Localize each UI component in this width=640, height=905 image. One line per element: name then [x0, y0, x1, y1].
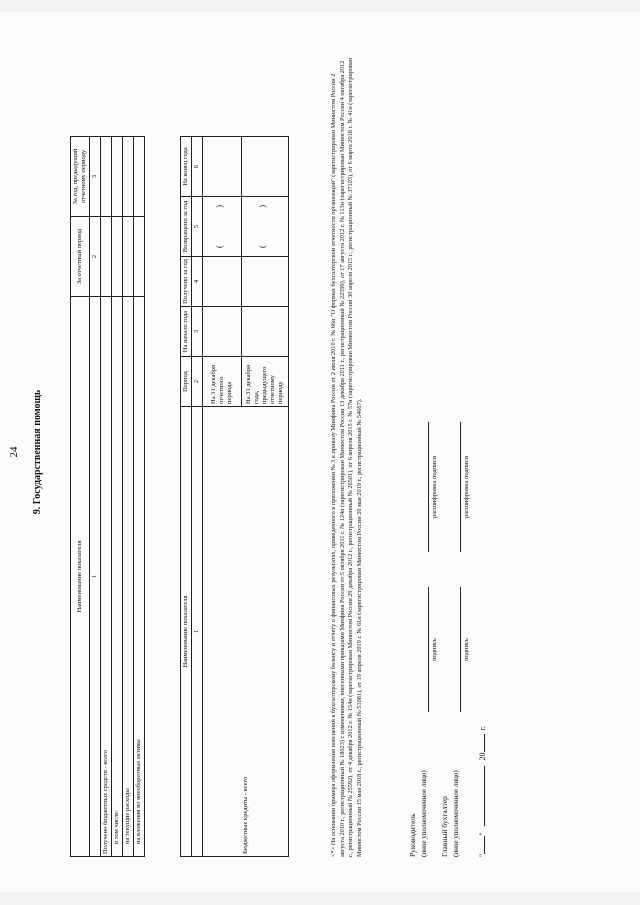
table2-header-row: [181, 137, 192, 857]
budget-funds-table: [70, 136, 145, 857]
accountant-decode-caption: расшифровка подписи: [463, 455, 470, 519]
head-signature-caption: подпись: [431, 638, 438, 661]
table-row: [134, 137, 145, 857]
table1-header-indicator: Наименование показателя: [71, 297, 90, 857]
table2-header-received: Получено за год: [181, 257, 192, 307]
value-cell: [101, 137, 112, 217]
accountant-subtitle: (иное уполномоченное лицо): [452, 770, 460, 857]
table2-colnum: 2: [192, 357, 203, 407]
date-line: [478, 726, 487, 857]
value-cell: [101, 217, 112, 297]
section-title: 9. Государственная помощь: [32, 389, 43, 515]
head-subtitle: (иное уполномоченное лицо): [420, 770, 428, 857]
table1-colnum: 3: [90, 137, 101, 217]
table2-colnum: 1: [192, 407, 203, 857]
value-cell: [123, 217, 134, 297]
table2-header-indicator: Наименование показателя: [181, 407, 192, 857]
value-cell: [203, 257, 242, 307]
row-label: Бюджетные кредиты - всего: [203, 407, 289, 857]
returned-cell: [242, 197, 289, 257]
value-cell: [112, 217, 123, 297]
table2-header-start: На начало года: [181, 307, 192, 357]
table2-header-end: На конец года: [181, 137, 192, 197]
table1-header-row: [71, 137, 90, 857]
table2-colnum: 3: [192, 307, 203, 357]
period-cell: На 31 декабря года, предыдущего отчетному периоду: [242, 357, 289, 407]
row-label: на текущие расходы: [123, 297, 134, 857]
value-cell: [242, 257, 289, 307]
month-blank: [484, 766, 485, 826]
table2-colnum-row: [192, 137, 203, 857]
table1-colnum: 2: [90, 217, 101, 297]
table2-colnum: 6: [192, 137, 203, 197]
value-cell: [242, 137, 289, 197]
year-blank: [484, 734, 485, 752]
open-paren: (: [215, 245, 224, 248]
close-paren: ): [215, 205, 224, 208]
value-cell: [242, 307, 289, 357]
table2-colnum: 4: [192, 257, 203, 307]
date-year-suffix: г.: [478, 726, 487, 731]
row-label: Получено бюджетных средств - всего: [101, 297, 112, 857]
table2-header-period: Период: [181, 357, 192, 407]
accountant-signature-caption: подпись: [463, 638, 470, 661]
head-decode-line: [428, 422, 429, 552]
accountant-decode-line: [460, 422, 461, 552]
table-row: [112, 137, 123, 857]
footnote: <*> На основании примера оформления пояснений к бухгалтерскому балансу и отчету о финансовых результатах, приведенного в приложении № 3 к приказу Минфина России от 2 июля 2010 г. № 66н "О формах бухгалтерской отчетности организаций" (зарегистрирован Минюстом России 2 августа 2010 г., регистрационный № 18023) с изменениями, внесенными приказами Минфина России от 5 октября 2011 г. № 124н (зарегистрирован Минюстом России 13 декабря 2011 г., регистрационный № 22599), от 17 августа 2012 г. № 113н (зарегистрирован Минюстом России 4 октября 2012 г., регистрационный № 25592), от 4 декабря 2012 г. № 154н (зарегистрирован Минюстом России 29 декабря 2012 г., регистрационный № 26501), от 6 апреля 2015 г. № 57н (зарегистрирован Минюстом России 30 апреля 2015 г., регистрационный № 37103), от 6 марта 2018 г. № 41н (зарегистрирован Минюстом России 15 мая 2018 г., регистрационный № 51081), от 19 апреля 2019 г. № 61н (зарегистрирован Минюстом России 20 мая 2019 г., регистрационный № 54667).: [330, 57, 363, 857]
page-number: 24: [8, 446, 20, 458]
value-cell: [112, 137, 123, 217]
table-row: [101, 137, 112, 857]
value-cell: [134, 137, 145, 217]
value-cell: [203, 307, 242, 357]
date-quote-close: ": [478, 832, 487, 836]
table2-header-returned: Возвращено за год: [181, 197, 192, 257]
date-year-prefix: 20: [478, 752, 487, 761]
close-paren: ): [258, 205, 267, 208]
table-row: [203, 137, 242, 857]
table2-colnum: 5: [192, 197, 203, 257]
value-cell: [134, 217, 145, 297]
returned-cell: [203, 197, 242, 257]
accountant-title: Главный бухгалтер: [440, 796, 449, 857]
table1-colnum: 1: [90, 297, 101, 857]
row-label: в том числе:: [112, 297, 123, 857]
head-title: Руководитель: [408, 813, 417, 857]
value-cell: [123, 137, 134, 217]
table1-header-reporting: За отчетный период: [71, 217, 90, 297]
period-cell: На 31 декабря отчетного периода: [203, 357, 242, 407]
row-label: на вложения во внеоборотные активы: [134, 297, 145, 857]
date-quote-open: ": [478, 853, 487, 857]
table1-colnum-row: [90, 137, 101, 857]
document-page: [0, 12, 640, 892]
value-cell: [203, 137, 242, 197]
open-paren: (: [258, 245, 267, 248]
table1-header-previous: За год, предыдущий отчетному периоду: [71, 137, 90, 217]
table-row: [123, 137, 134, 857]
day-blank: [484, 836, 485, 854]
budget-credits-table: [180, 136, 289, 857]
accountant-signature-line: [460, 587, 461, 712]
head-signature-line: [428, 587, 429, 712]
head-decode-caption: расшифровка подписи: [431, 455, 438, 519]
